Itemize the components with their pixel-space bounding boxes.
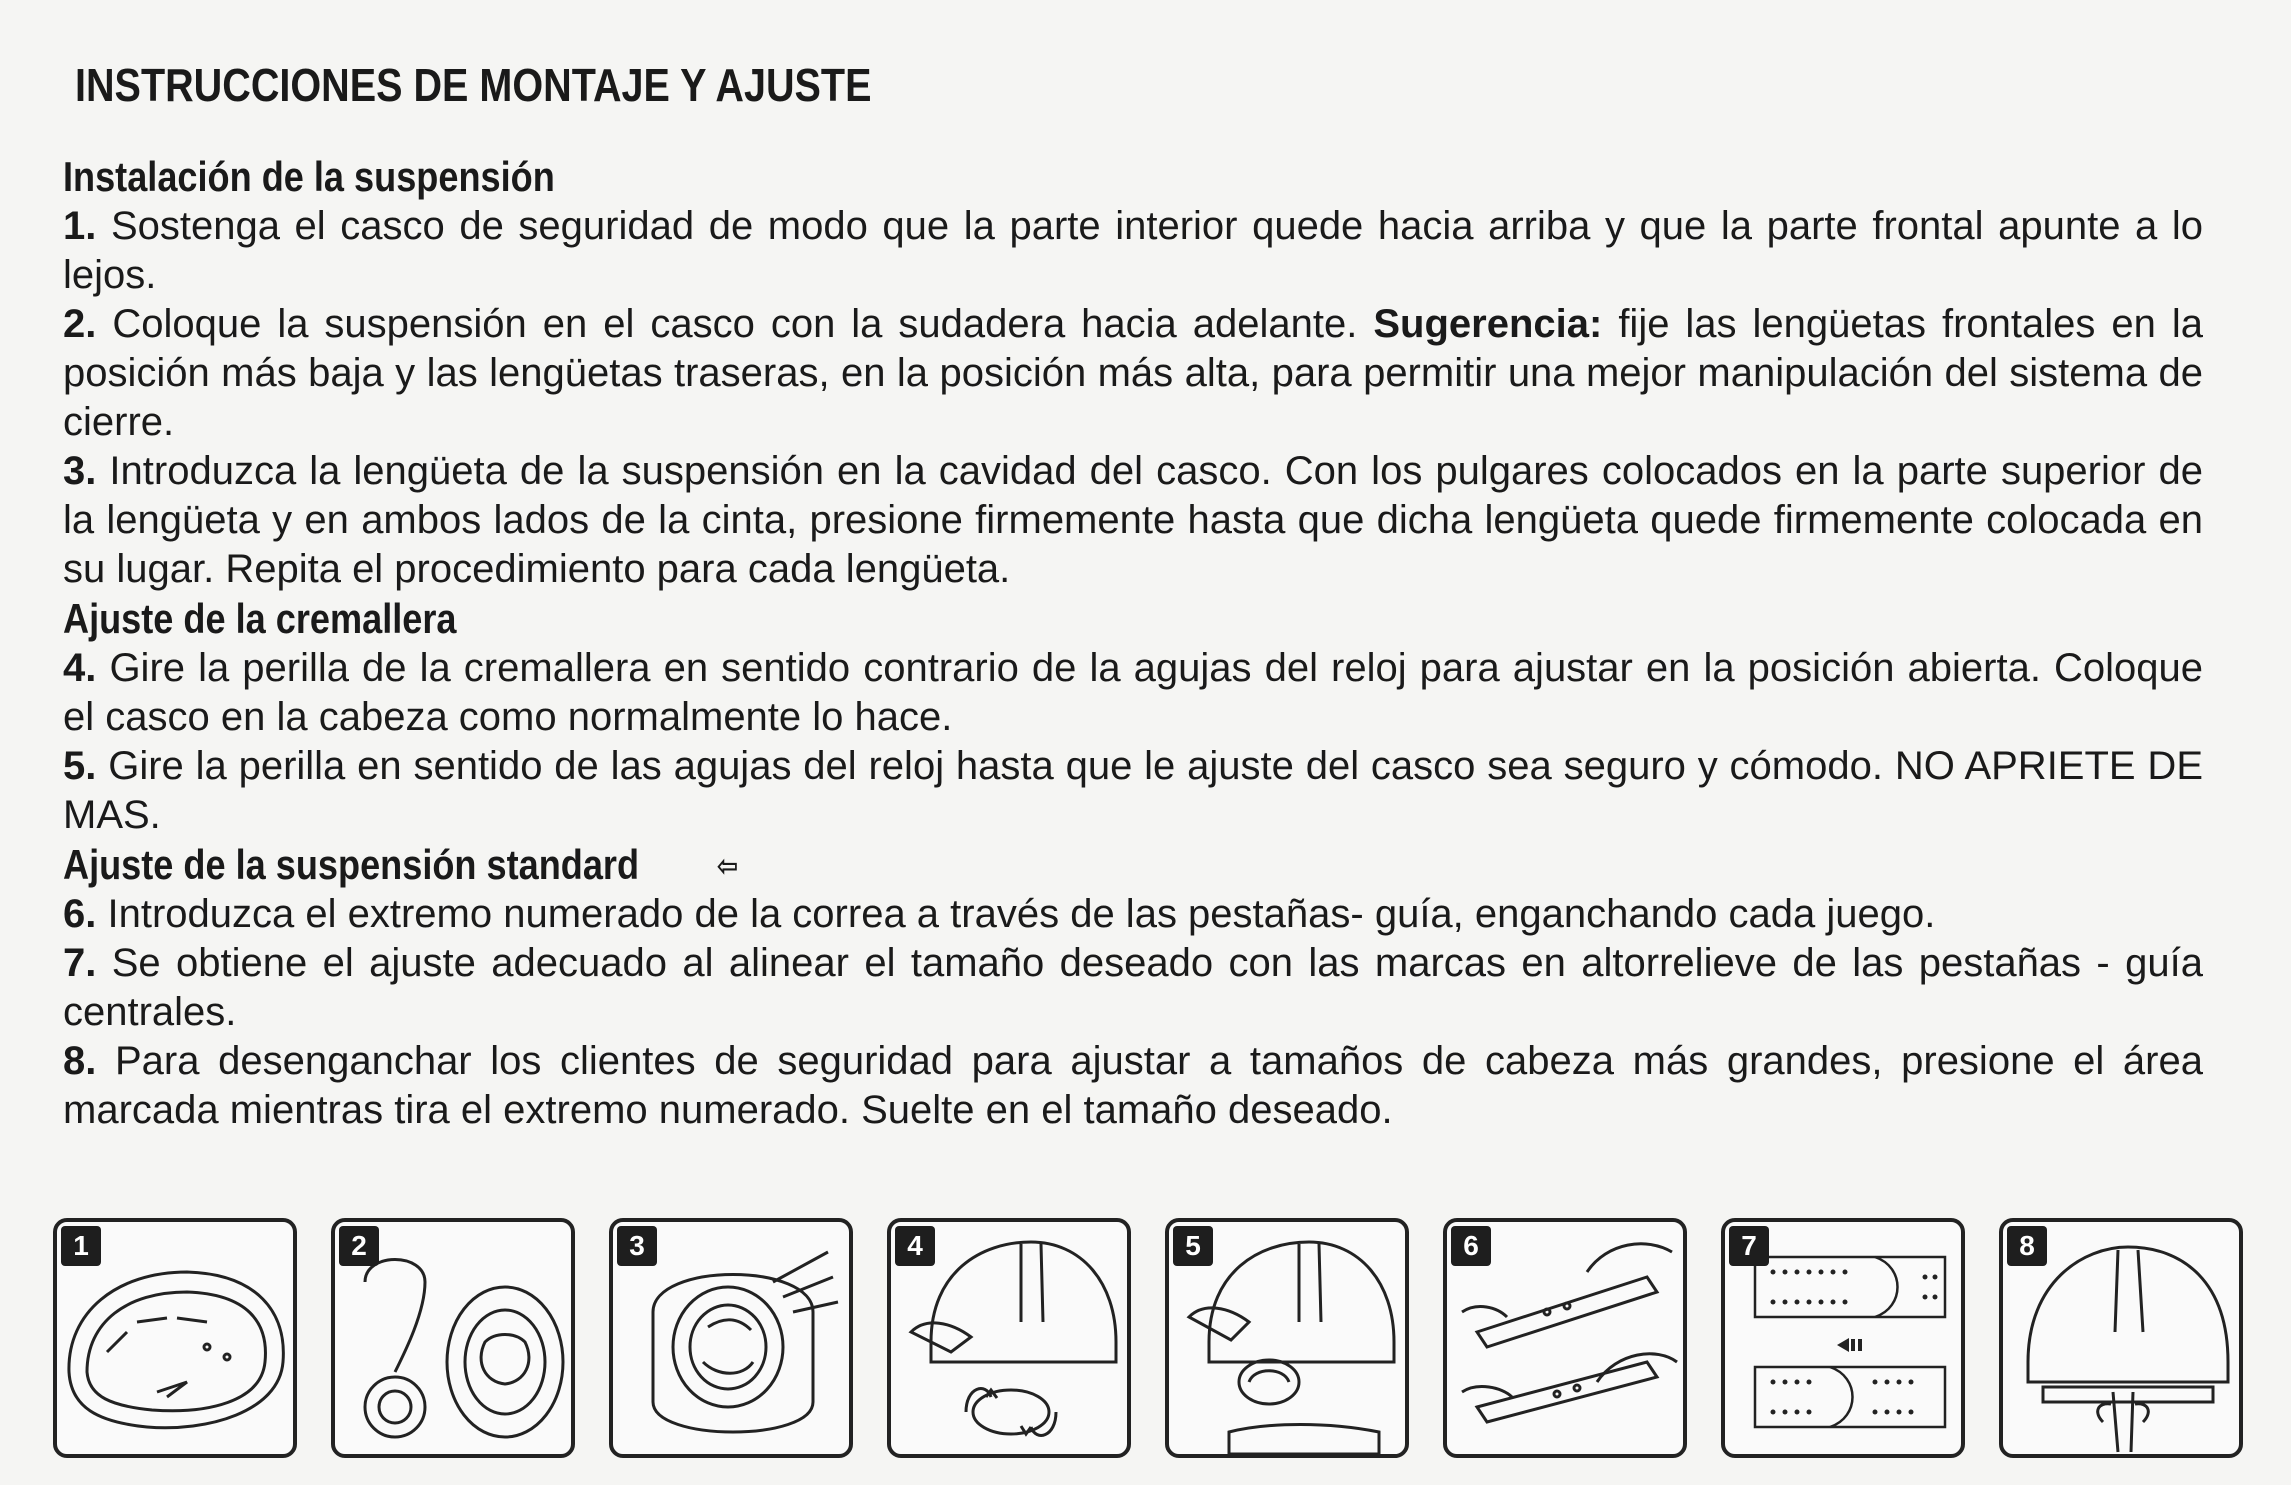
section-heading-text: Ajuste de la suspensión standard (63, 841, 640, 888)
suggestion-label: Sugerencia: (1373, 302, 1603, 346)
panel-3 (609, 1218, 853, 1458)
step-text: Gire la perilla en sentido de las agujas del reloj hasta que le ajuste del casco sea seguro y cómodo. NO APRIETE DE MAS. (63, 744, 2203, 837)
panel-number: 7 (1729, 1226, 1769, 1266)
step-number: 6. (63, 892, 97, 936)
step-number: 2. (63, 302, 97, 346)
instructions-document (63, 58, 2203, 1135)
panel-4 (887, 1218, 1131, 1458)
step-text-continued: fije las lengüetas frontales en la posición más baja y las lengüetas traseras, en la posición más alta, para permitir una mejor manipulación del sistema de cierre. (63, 302, 2203, 444)
panel-number: 8 (2007, 1226, 2047, 1266)
step-6 (63, 890, 2203, 939)
panel-7 (1721, 1218, 1965, 1458)
step-number: 1. (63, 204, 97, 248)
step-text: Introduzca la lengüeta de la suspensión en la cavidad del casco. Con los pulgares colocados en la parte superior de la lengüeta y en ambos lados de la cinta, presione firmemente hasta que dicha lengüeta quede firmemente colocada en su lugar. Repita el procedimiento para cada lengüeta. (63, 449, 2203, 591)
panel-number: 1 (61, 1226, 101, 1266)
illustration-strip (53, 1218, 2249, 1458)
panel-number: 3 (617, 1226, 657, 1266)
step-number: 3. (63, 449, 97, 493)
panel-number: 5 (1173, 1226, 1213, 1266)
step-text: Gire la perilla de la cremallera en sentido contrario de la agujas del reloj para ajustar en la posición abierta. Coloque el casco en la cabeza como normalmente lo hace. (63, 646, 2203, 739)
panel-8 (1999, 1218, 2243, 1458)
step-number: 4. (63, 646, 97, 690)
panel-number: 4 (895, 1226, 935, 1266)
step-8 (63, 1037, 2203, 1135)
step-7 (63, 939, 2203, 1037)
step-4 (63, 644, 2203, 742)
press-arrow-icon: ⇦ (716, 850, 739, 883)
panel-number: 2 (339, 1226, 379, 1266)
panel-5 (1165, 1218, 1409, 1458)
step-2 (63, 300, 2203, 447)
section-heading-installation: Instalación de la suspensión (63, 153, 555, 200)
panel-6 (1443, 1218, 1687, 1458)
step-text: Coloque la suspensión en el casco con la sudadera hacia adelante. (112, 302, 1358, 346)
step-1 (63, 202, 2203, 300)
panel-1 (53, 1218, 297, 1458)
page-title: INSTRUCCIONES DE MONTAJE Y AJUSTE (75, 59, 872, 111)
step-number: 5. (63, 744, 97, 788)
section-heading-standard (63, 840, 1903, 890)
step-text: Introduzca el extremo numerado de la correa a través de las pestañas- guía, enganchando cada juego. (107, 892, 1936, 936)
section-heading-ratchet: Ajuste de la cremallera (63, 595, 457, 642)
step-text: Sostenga el casco de seguridad de modo que la parte interior quede hacia arriba y que la parte frontal apunte a lo lejos. (63, 204, 2203, 297)
step-3 (63, 447, 2203, 594)
panel-number: 6 (1451, 1226, 1491, 1266)
step-number: 8. (63, 1039, 97, 1083)
step-text: Se obtiene el ajuste adecuado al alinear el tamaño deseado con las marcas en altorrelieve de las pestañas - guía centrales. (63, 941, 2203, 1034)
panel-2 (331, 1218, 575, 1458)
step-text: Para desenganchar los clientes de seguridad para ajustar a tamaños de cabeza más grandes, presione el área marcada mientras tira el extremo numerado. Suelte en el tamaño deseado. (63, 1039, 2203, 1132)
step-5 (63, 742, 2203, 840)
step-number: 7. (63, 941, 97, 985)
